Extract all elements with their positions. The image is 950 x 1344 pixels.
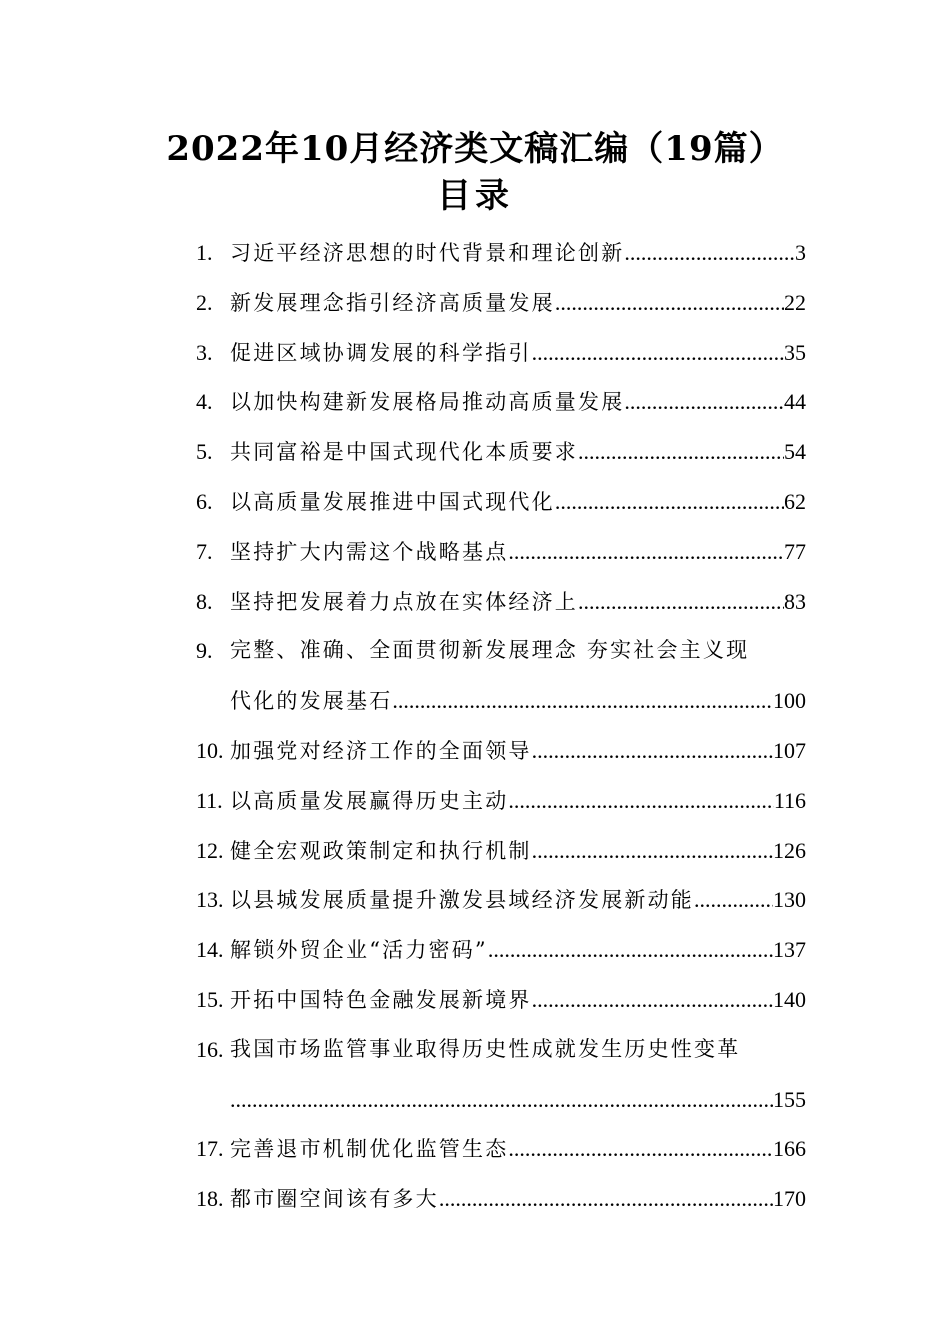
toc-entry-number: 2. [196,289,213,315]
toc-entry-title: 解锁外贸企业“活力密码” [230,938,488,963]
toc-entry-title: 都市圈空间该有多大 [230,1187,439,1212]
toc-entry-number: 5. [196,439,213,465]
toc-entry-page: 170 [773,1186,806,1212]
toc-entry-number: 3. [196,339,213,365]
toc-entry-1[interactable] [196,228,806,278]
toc-entry-page: 100 [773,688,806,714]
toc-entry-title: 共同富裕是中国式现代化本质要求 [230,440,578,465]
toc-entry-title: 坚持扩大内需这个战略基点 [230,539,509,564]
toc-entry-page: 22 [784,289,806,315]
toc-entry-15[interactable] [196,975,806,1025]
dot-leader [624,377,784,427]
toc-entry-number: 14. [196,937,224,963]
toc-entry-title: 以高质量发展推进中国式现代化 [230,489,555,514]
toc-entry-page: 35 [784,339,806,365]
dot-leader [508,527,784,577]
toc-entry-page: 126 [773,837,806,863]
toc-entry-number: 9. [196,638,213,664]
toc-entry-number: 15. [196,986,224,1012]
dot-leader [532,328,784,378]
toc-entry-title: 坚持把发展着力点放在实体经济上 [230,589,578,614]
toc-entry-17[interactable] [196,1124,806,1174]
dot-leader [508,1124,773,1174]
toc-entry-number: 10. [196,737,224,763]
toc-entry-title: 促进区域协调发展的科学指引 [230,340,532,365]
dot-leader [578,577,784,627]
toc-entry-2[interactable] [196,278,806,328]
toc-entry-title: 加强党对经济工作的全面领导 [230,738,532,763]
toc-entry-number: 13. [196,887,224,913]
table-of-contents [196,228,806,1224]
toc-entry-title: 以高质量发展赢得历史主动 [230,788,509,813]
toc-entry-11[interactable] [196,776,806,826]
toc-entry-title: 新发展理念指引经济高质量发展 [230,290,555,315]
toc-entry-title-line1: 完整、准确、全面贯彻新发展理念 夯实社会主义现 [230,638,750,663]
toc-entry-5[interactable] [196,427,806,477]
toc-entry-title: 以县城发展质量提升激发县域经济发展新动能 [230,888,694,913]
toc-entry-10[interactable] [196,726,806,776]
toc-entry-number: 18. [196,1186,224,1212]
toc-entry-14[interactable] [196,925,806,975]
toc-entry-page: 166 [773,1136,806,1162]
dot-leader [555,278,784,328]
toc-entry-number: 4. [196,389,213,415]
toc-entry-page: 83 [784,588,806,614]
toc-entry-number: 17. [196,1136,224,1162]
dot-leader [578,427,784,477]
dot-leader [555,477,784,527]
toc-entry-number: 11. [196,787,223,813]
dot-leader [532,975,773,1025]
toc-heading: 目录 [437,176,513,216]
toc-entry-12[interactable] [196,826,806,876]
toc-entry-title-line1: 我国市场监管事业取得历史性成就发生历史性变革 [230,1036,741,1061]
toc-entry-title: 习近平经济思想的时代背景和理论创新 [230,241,625,265]
dot-leader [532,826,773,876]
toc-entry-title: 开拓中国特色金融发展新境界 [230,987,532,1012]
dot-leader [508,776,773,826]
dot-leader [694,875,773,925]
toc-entry-page: 3 [795,240,806,265]
toc-entry-number: 1. [196,240,213,265]
toc-entry-13[interactable] [196,875,806,925]
toc-entry-title-line2: 代化的发展基石 [230,689,393,714]
toc-entry-8[interactable] [196,577,806,627]
dot-leader [439,1174,773,1224]
dot-leader [230,1075,773,1125]
dot-leader [392,676,773,726]
toc-entry-4[interactable] [196,377,806,427]
toc-entry-page: 155 [773,1086,806,1112]
toc-entry-page: 62 [784,488,806,514]
dot-leader [624,228,795,278]
toc-entry-7[interactable] [196,527,806,577]
toc-entry-number: 12. [196,837,224,863]
dot-leader [488,925,773,975]
toc-entry-title: 以加快构建新发展格局推动高质量发展 [230,390,625,415]
toc-entry-page: 137 [773,937,806,963]
dot-leader [532,726,773,776]
toc-entry-page: 116 [773,787,806,813]
toc-entry-9[interactable] [196,626,806,726]
toc-entry-number: 6. [196,488,213,514]
toc-entry-page: 54 [784,439,806,465]
toc-entry-page: 130 [773,887,806,913]
toc-entry-page: 77 [784,538,806,564]
toc-entry-16[interactable] [196,1025,806,1125]
toc-entry-page: 44 [784,389,806,415]
toc-entry-number: 8. [196,588,213,614]
toc-entry-title: 完善退市机制优化监管生态 [230,1137,509,1162]
document-title: 2022年10月经济类文稿汇编（19篇） [166,129,784,169]
toc-entry-number: 16. [196,1036,224,1062]
toc-entry-page: 107 [773,737,806,763]
toc-entry-6[interactable] [196,477,806,527]
toc-entry-page: 140 [773,986,806,1012]
toc-entry-18[interactable] [196,1174,806,1224]
toc-entry-number: 7. [196,538,213,564]
toc-entry-3[interactable] [196,328,806,378]
toc-entry-title: 健全宏观政策制定和执行机制 [230,838,532,863]
